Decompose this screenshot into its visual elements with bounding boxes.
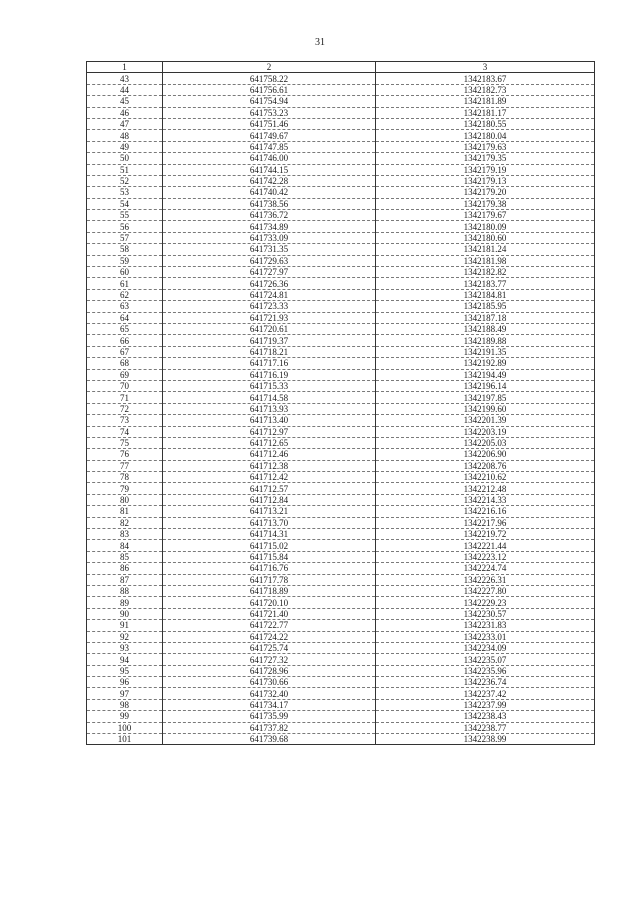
point-number-cell: 84 (87, 540, 163, 551)
y-coordinate-cell: 1342181.89 (376, 96, 595, 107)
x-coordinate-cell: 641718.89 (163, 585, 376, 596)
table-row (87, 346, 595, 357)
x-coordinate-cell: 641729.63 (163, 255, 376, 266)
y-coordinate-cell: 1342206.90 (376, 449, 595, 460)
point-number-cell: 98 (87, 699, 163, 710)
point-number-cell: 69 (87, 369, 163, 380)
table-row (87, 198, 595, 209)
x-coordinate-cell: 641751.46 (163, 118, 376, 129)
table-row (87, 426, 595, 437)
table-body (87, 73, 595, 745)
column-header-1: 1 (87, 62, 163, 73)
point-number-cell: 52 (87, 175, 163, 186)
x-coordinate-cell: 641712.57 (163, 483, 376, 494)
x-coordinate-cell: 641712.84 (163, 494, 376, 505)
point-number-cell: 64 (87, 312, 163, 323)
table-row (87, 711, 595, 722)
y-coordinate-cell: 1342180.60 (376, 232, 595, 243)
y-coordinate-cell: 1342187.18 (376, 312, 595, 323)
point-number-cell: 61 (87, 278, 163, 289)
x-coordinate-cell: 641712.42 (163, 472, 376, 483)
x-coordinate-cell: 641724.81 (163, 289, 376, 300)
x-coordinate-cell: 641713.70 (163, 517, 376, 528)
point-number-cell: 48 (87, 130, 163, 141)
table-row (87, 232, 595, 243)
table-row (87, 563, 595, 574)
point-number-cell: 80 (87, 494, 163, 505)
point-number-cell: 79 (87, 483, 163, 494)
y-coordinate-cell: 1342217.96 (376, 517, 595, 528)
y-coordinate-cell: 1342179.63 (376, 141, 595, 152)
coordinate-table (86, 61, 595, 745)
table-row (87, 164, 595, 175)
point-number-cell: 82 (87, 517, 163, 528)
x-coordinate-cell: 641712.97 (163, 426, 376, 437)
y-coordinate-cell: 1342219.72 (376, 529, 595, 540)
x-coordinate-cell: 641712.46 (163, 449, 376, 460)
table-row (87, 335, 595, 346)
x-coordinate-cell: 641718.21 (163, 346, 376, 357)
x-coordinate-cell: 641725.74 (163, 642, 376, 653)
x-coordinate-cell: 641720.10 (163, 597, 376, 608)
table-row (87, 540, 595, 551)
x-coordinate-cell: 641716.19 (163, 369, 376, 380)
point-number-cell: 57 (87, 232, 163, 243)
table-row (87, 472, 595, 483)
point-number-cell: 91 (87, 620, 163, 631)
table-row (87, 107, 595, 118)
table-row (87, 551, 595, 562)
table-row (87, 688, 595, 699)
y-coordinate-cell: 1342236.74 (376, 677, 595, 688)
table-row (87, 677, 595, 688)
point-number-cell: 78 (87, 472, 163, 483)
x-coordinate-cell: 641712.65 (163, 437, 376, 448)
table-row (87, 289, 595, 300)
table-row (87, 84, 595, 95)
x-coordinate-cell: 641716.76 (163, 563, 376, 574)
x-coordinate-cell: 641740.42 (163, 187, 376, 198)
table-row (87, 301, 595, 312)
table-row (87, 141, 595, 152)
y-coordinate-cell: 1342203.19 (376, 426, 595, 437)
x-coordinate-cell: 641756.61 (163, 84, 376, 95)
x-coordinate-cell: 641717.78 (163, 574, 376, 585)
x-coordinate-cell: 641714.31 (163, 529, 376, 540)
point-number-cell: 50 (87, 153, 163, 164)
x-coordinate-cell: 641734.89 (163, 221, 376, 232)
table-row (87, 506, 595, 517)
x-coordinate-cell: 641734.17 (163, 699, 376, 710)
x-coordinate-cell: 641731.35 (163, 244, 376, 255)
y-coordinate-cell: 1342181.17 (376, 107, 595, 118)
y-coordinate-cell: 1342182.73 (376, 84, 595, 95)
point-number-cell: 73 (87, 415, 163, 426)
table-row (87, 312, 595, 323)
y-coordinate-cell: 1342237.42 (376, 688, 595, 699)
y-coordinate-cell: 1342238.43 (376, 711, 595, 722)
point-number-cell: 58 (87, 244, 163, 255)
point-number-cell: 51 (87, 164, 163, 175)
x-coordinate-cell: 641747.85 (163, 141, 376, 152)
table-row (87, 494, 595, 505)
point-number-cell: 46 (87, 107, 163, 118)
y-coordinate-cell: 1342182.82 (376, 267, 595, 278)
x-coordinate-cell: 641726.36 (163, 278, 376, 289)
table-row (87, 585, 595, 596)
x-coordinate-cell: 641719.37 (163, 335, 376, 346)
point-number-cell: 43 (87, 73, 163, 84)
y-coordinate-cell: 1342179.35 (376, 153, 595, 164)
y-coordinate-cell: 1342181.24 (376, 244, 595, 255)
point-number-cell: 55 (87, 210, 163, 221)
point-number-cell: 47 (87, 118, 163, 129)
point-number-cell: 85 (87, 551, 163, 562)
table-row (87, 403, 595, 414)
x-coordinate-cell: 641733.09 (163, 232, 376, 243)
y-coordinate-cell: 1342179.67 (376, 210, 595, 221)
table-row (87, 654, 595, 665)
x-coordinate-cell: 641754.94 (163, 96, 376, 107)
y-coordinate-cell: 1342210.62 (376, 472, 595, 483)
y-coordinate-cell: 1342238.77 (376, 722, 595, 733)
x-coordinate-cell: 641732.40 (163, 688, 376, 699)
x-coordinate-cell: 641753.23 (163, 107, 376, 118)
point-number-cell: 96 (87, 677, 163, 688)
table-row (87, 221, 595, 232)
table-row (87, 175, 595, 186)
table-row (87, 323, 595, 334)
y-coordinate-cell: 1342194.49 (376, 369, 595, 380)
y-coordinate-cell: 1342179.38 (376, 198, 595, 209)
x-coordinate-cell: 641717.16 (163, 358, 376, 369)
y-coordinate-cell: 1342214.33 (376, 494, 595, 505)
y-coordinate-cell: 1342181.98 (376, 255, 595, 266)
x-coordinate-cell: 641723.33 (163, 301, 376, 312)
point-number-cell: 68 (87, 358, 163, 369)
y-coordinate-cell: 1342188.49 (376, 323, 595, 334)
table-row (87, 722, 595, 733)
table-row (87, 210, 595, 221)
point-number-cell: 54 (87, 198, 163, 209)
x-coordinate-cell: 641739.68 (163, 734, 376, 745)
y-coordinate-cell: 1342201.39 (376, 415, 595, 426)
y-coordinate-cell: 1342179.20 (376, 187, 595, 198)
y-coordinate-cell: 1342208.76 (376, 460, 595, 471)
point-number-cell: 56 (87, 221, 163, 232)
point-number-cell: 100 (87, 722, 163, 733)
table-row (87, 665, 595, 676)
table-row (87, 699, 595, 710)
table-row (87, 130, 595, 141)
point-number-cell: 65 (87, 323, 163, 334)
x-coordinate-cell: 641720.61 (163, 323, 376, 334)
x-coordinate-cell: 641721.40 (163, 608, 376, 619)
x-coordinate-cell: 641742.28 (163, 175, 376, 186)
point-number-cell: 53 (87, 187, 163, 198)
y-coordinate-cell: 1342183.67 (376, 73, 595, 84)
y-coordinate-cell: 1342180.09 (376, 221, 595, 232)
x-coordinate-cell: 641736.72 (163, 210, 376, 221)
x-coordinate-cell: 641713.40 (163, 415, 376, 426)
table-row (87, 620, 595, 631)
x-coordinate-cell: 641721.93 (163, 312, 376, 323)
y-coordinate-cell: 1342179.13 (376, 175, 595, 186)
x-coordinate-cell: 641724.22 (163, 631, 376, 642)
table-row (87, 392, 595, 403)
point-number-cell: 92 (87, 631, 163, 642)
y-coordinate-cell: 1342205.03 (376, 437, 595, 448)
point-number-cell: 95 (87, 665, 163, 676)
x-coordinate-cell: 641712.38 (163, 460, 376, 471)
x-coordinate-cell: 641715.84 (163, 551, 376, 562)
table-row (87, 255, 595, 266)
x-coordinate-cell: 641737.82 (163, 722, 376, 733)
table-row (87, 96, 595, 107)
table-row (87, 642, 595, 653)
table-row (87, 153, 595, 164)
x-coordinate-cell: 641730.66 (163, 677, 376, 688)
x-coordinate-cell: 641749.67 (163, 130, 376, 141)
y-coordinate-cell: 1342223.12 (376, 551, 595, 562)
point-number-cell: 66 (87, 335, 163, 346)
point-number-cell: 67 (87, 346, 163, 357)
table-row (87, 415, 595, 426)
table-row (87, 244, 595, 255)
y-coordinate-cell: 1342192.89 (376, 358, 595, 369)
table-row (87, 517, 595, 528)
y-coordinate-cell: 1342235.96 (376, 665, 595, 676)
table-row (87, 187, 595, 198)
point-number-cell: 71 (87, 392, 163, 403)
y-coordinate-cell: 1342189.88 (376, 335, 595, 346)
x-coordinate-cell: 641746.00 (163, 153, 376, 164)
x-coordinate-cell: 641715.02 (163, 540, 376, 551)
y-coordinate-cell: 1342183.77 (376, 278, 595, 289)
x-coordinate-cell: 641713.21 (163, 506, 376, 517)
y-coordinate-cell: 1342234.09 (376, 642, 595, 653)
table-row (87, 278, 595, 289)
point-number-cell: 94 (87, 654, 163, 665)
table-row (87, 437, 595, 448)
point-number-cell: 93 (87, 642, 163, 653)
point-number-cell: 49 (87, 141, 163, 152)
y-coordinate-cell: 1342196.14 (376, 380, 595, 391)
x-coordinate-cell: 641722.77 (163, 620, 376, 631)
x-coordinate-cell: 641738.56 (163, 198, 376, 209)
table-row (87, 483, 595, 494)
point-number-cell: 83 (87, 529, 163, 540)
x-coordinate-cell: 641735.99 (163, 711, 376, 722)
point-number-cell: 97 (87, 688, 163, 699)
y-coordinate-cell: 1342229.23 (376, 597, 595, 608)
point-number-cell: 88 (87, 585, 163, 596)
point-number-cell: 81 (87, 506, 163, 517)
point-number-cell: 87 (87, 574, 163, 585)
y-coordinate-cell: 1342216.16 (376, 506, 595, 517)
table-row (87, 73, 595, 84)
column-header-2: 2 (163, 62, 376, 73)
point-number-cell: 90 (87, 608, 163, 619)
y-coordinate-cell: 1342212.48 (376, 483, 595, 494)
table-row (87, 597, 595, 608)
point-number-cell: 59 (87, 255, 163, 266)
point-number-cell: 76 (87, 449, 163, 460)
point-number-cell: 62 (87, 289, 163, 300)
table-row (87, 358, 595, 369)
y-coordinate-cell: 1342180.04 (376, 130, 595, 141)
y-coordinate-cell: 1342235.07 (376, 654, 595, 665)
y-coordinate-cell: 1342237.99 (376, 699, 595, 710)
point-number-cell: 63 (87, 301, 163, 312)
x-coordinate-cell: 641727.97 (163, 267, 376, 278)
y-coordinate-cell: 1342191.35 (376, 346, 595, 357)
point-number-cell: 99 (87, 711, 163, 722)
y-coordinate-cell: 1342224.74 (376, 563, 595, 574)
table-header-row (87, 62, 595, 73)
y-coordinate-cell: 1342227.80 (376, 585, 595, 596)
x-coordinate-cell: 641758.22 (163, 73, 376, 84)
page-number: 31 (315, 37, 325, 48)
point-number-cell: 75 (87, 437, 163, 448)
point-number-cell: 101 (87, 734, 163, 745)
y-coordinate-cell: 1342197.85 (376, 392, 595, 403)
column-header-3: 3 (376, 62, 595, 73)
y-coordinate-cell: 1342226.31 (376, 574, 595, 585)
y-coordinate-cell: 1342238.99 (376, 734, 595, 745)
y-coordinate-cell: 1342230.57 (376, 608, 595, 619)
table-row (87, 608, 595, 619)
x-coordinate-cell: 641727.32 (163, 654, 376, 665)
table-row (87, 369, 595, 380)
point-number-cell: 44 (87, 84, 163, 95)
table-row (87, 267, 595, 278)
point-number-cell: 45 (87, 96, 163, 107)
point-number-cell: 89 (87, 597, 163, 608)
table-row (87, 574, 595, 585)
table-row (87, 460, 595, 471)
table-row (87, 380, 595, 391)
point-number-cell: 70 (87, 380, 163, 391)
table-row (87, 118, 595, 129)
table-row (87, 449, 595, 460)
y-coordinate-cell: 1342233.01 (376, 631, 595, 642)
point-number-cell: 60 (87, 267, 163, 278)
y-coordinate-cell: 1342221.44 (376, 540, 595, 551)
x-coordinate-cell: 641714.58 (163, 392, 376, 403)
table-row (87, 734, 595, 745)
y-coordinate-cell: 1342180.55 (376, 118, 595, 129)
x-coordinate-cell: 641728.96 (163, 665, 376, 676)
table-row (87, 529, 595, 540)
point-number-cell: 77 (87, 460, 163, 471)
y-coordinate-cell: 1342199.60 (376, 403, 595, 414)
y-coordinate-cell: 1342184.81 (376, 289, 595, 300)
y-coordinate-cell: 1342185.95 (376, 301, 595, 312)
y-coordinate-cell: 1342231.83 (376, 620, 595, 631)
point-number-cell: 72 (87, 403, 163, 414)
table-row (87, 631, 595, 642)
point-number-cell: 74 (87, 426, 163, 437)
x-coordinate-cell: 641744.15 (163, 164, 376, 175)
x-coordinate-cell: 641713.93 (163, 403, 376, 414)
point-number-cell: 86 (87, 563, 163, 574)
x-coordinate-cell: 641715.33 (163, 380, 376, 391)
y-coordinate-cell: 1342179.19 (376, 164, 595, 175)
